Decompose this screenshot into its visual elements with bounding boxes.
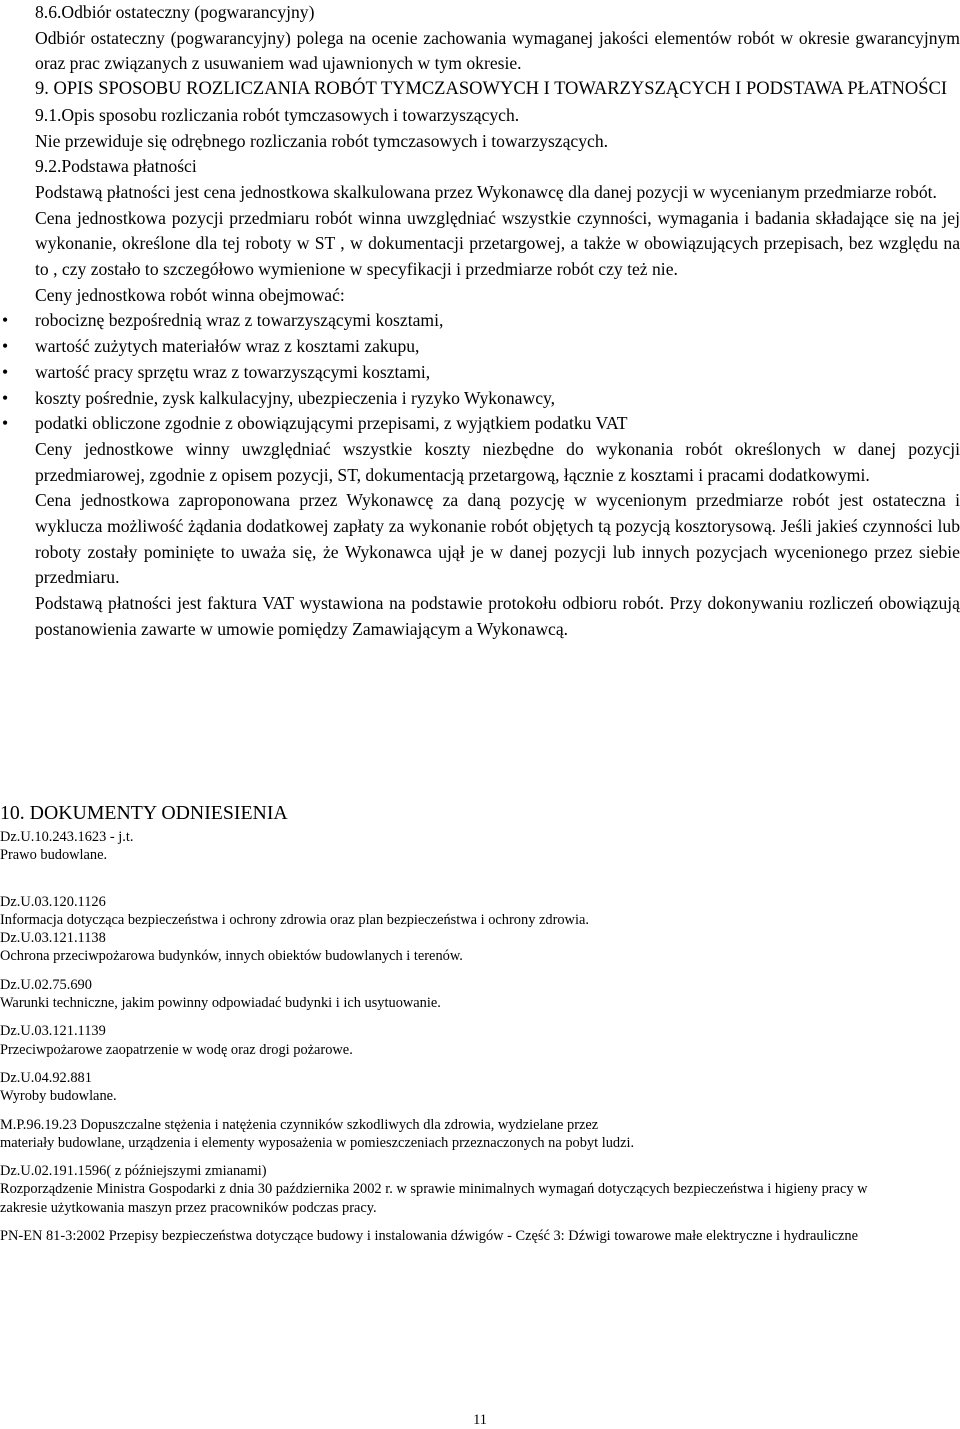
reference-title: M.P.96.19.23 Dopuszczalne stężenia i natężenia czynników szkodliwych dla zdrowia, wydzielane przez materiały budowlane, urządzenia i elementy wyposażenia w pomieszczeniach przeznaczonych na pobyt ludzi.: [0, 1116, 635, 1151]
section-9-1-heading: 9.1.Opis sposobu rozliczania robót tymczasowych i towarzyszących.: [35, 104, 520, 125]
section-8-6-heading: 8.6.Odbiór ostateczny (pogwarancyjny): [35, 2, 315, 22]
reference-title: Prawo budowlane.: [0, 847, 108, 864]
reference-title: Informacja dotycząca bezpieczeństwa i ochrony zdrowia oraz plan bezpieczeństwa i ochrony zdrowia.: [0, 911, 589, 928]
reference-item: [0, 1162, 960, 1217]
reference-documents: [0, 800, 960, 1255]
reference-item: [0, 1116, 960, 1153]
section-9-2-text-4: Cena jednostkowa zaproponowana przez Wykonawcę za daną pozycję w wycenionym przedmiarze robót jest ostateczna i wyklucza możliwość żądania dodatkowej zapłaty za wykonanie robót objętych tą pozycją kosztorysową. Jeśli jakieś czynności lub roboty zostały pominięte to uważa się, że Wykonawca ujął je w danej pozycji lub innych pozycjach wycenionego przez siebie przedmiaru.: [35, 490, 960, 588]
reference-code: Dz.U.03.120.1126: [0, 893, 106, 910]
list-item: • wartość zużytych materiałów wraz z kosztami zakupu,: [0, 334, 960, 360]
reference-title: Rozporządzenie Ministra Gospodarki z dnia 30 października 2002 r. w sprawie minimalnych wymagań dotyczących bezpieczeństwa i higieny pracy w zakresie użytkowania maszyn przez pracowników podczas pracy.: [0, 1181, 868, 1216]
list-item: • robociznę bezpośrednią wraz z towarzyszącymi kosztami,: [0, 308, 960, 334]
reference-title: Warunki techniczne, jakim powinny odpowiadać budynki i ich usytuowanie.: [0, 995, 441, 1012]
reference-code: Dz.U.03.121.1139: [0, 1023, 106, 1040]
section-9-2-text-5: Podstawą płatności jest faktura VAT wystawiona na podstawie protokołu odbioru robót. Przy dokonywaniu rozliczeń obowiązują postanowienia zawarte w umowie pomiędzy Zamawiającym a Wykonawcą.: [35, 593, 960, 639]
page-number: 11: [473, 1412, 487, 1428]
reference-item: [0, 1022, 960, 1059]
reference-code: Dz.U.10.243.1623 - j.t.: [0, 829, 134, 845]
reference-title: Przeciwpożarowe zaopatrzenie w wodę oraz drogi pożarowe.: [0, 1041, 353, 1058]
list-item: • wartość pracy sprzętu wraz z towarzyszącymi kosztami,: [0, 360, 960, 386]
bullets-intro: Ceny jednostkowa robót winna obejmować:: [35, 284, 345, 305]
list-item: • podatki obliczone zgodnie z obowiązującymi przepisami, z wyjątkiem podatku VAT: [0, 411, 960, 437]
section-9-2-text-1: Podstawą płatności jest cena jednostkowa skalkulowana przez Wykonawcę dla danej pozycji w wycenianym przedmiarze robót.: [35, 181, 937, 202]
main-content: [0, 0, 960, 643]
section-9-2-text-2: Cena jednostkowa pozycji przedmiaru robót winna uwzględniać wszystkie czynności, wymagania i badania składające się na jej wykonanie, określone dla tej roboty w ST , w dokumentacji przetargowej, a także w obowiązujących przepisach, bez względu na to , czy zostało to szczegółowo wymienione w specyfikacji i przedmiarze robót czy też nie.: [35, 207, 960, 280]
spacer: [0, 875, 960, 893]
reference-item: [0, 1227, 960, 1245]
reference-item: [0, 929, 960, 966]
section-10-heading: 10. DOKUMENTY ODNIESIENIA: [0, 802, 288, 824]
reference-item: [0, 893, 960, 930]
section-9-1-text: Nie przewiduje się odrębnego rozliczania robót tymczasowych i towarzyszących.: [35, 130, 609, 151]
reference-title: Ochrona przeciwpożarowa budynków, innych obiektów budowlanych i terenów.: [0, 948, 463, 965]
section-8-6-text: Odbiór ostateczny (pogwarancyjny) polega na ocenie zachowania wymaganej jakości elementów robót w okresie gwarancyjnym oraz prac związanych z usuwaniem wad ujawnionych w tym okresie.: [35, 27, 960, 74]
reference-item: [0, 828, 960, 865]
reference-code: Dz.U.02.75.690: [0, 976, 92, 993]
reference-item: [0, 976, 960, 1013]
reference-code: Dz.U.03.121.1138: [0, 930, 106, 947]
section-9-2-heading: 9.2.Podstawa płatności: [35, 156, 197, 177]
reference-item: [0, 1069, 960, 1106]
list-item: • koszty pośrednie, zysk kalkulacyjny, ubezpieczenia i ryzyko Wykonawcy,: [0, 386, 960, 412]
reference-title: Wyroby budowlane.: [0, 1088, 117, 1105]
section-9-heading: 9. OPIS SPOSOBU ROZLICZANIA ROBÓT TYMCZASOWYCH I TOWARZYSZĄCYCH I PODSTAWA PŁATNOŚCI: [35, 79, 948, 100]
reference-code: Dz.U.04.92.881: [0, 1069, 92, 1086]
section-9-2-text-3: Ceny jednostkowe winny uwzględniać wszystkie koszty niezbędne do wykonania robót określonych w danej pozycji przedmiarowej, zgodnie z opisem pozycji, ST, dokumentacją przetargową, łącznie z kosztami i pracami dodatkowymi.: [35, 438, 960, 485]
reference-title: PN-EN 81-3:2002 Przepisy bezpieczeństwa dotyczące budowy i instalowania dźwigów - Część 3: Dźwigi towarowe małe elektryczne i hydrauliczne: [0, 1228, 858, 1245]
reference-code: Dz.U.02.191.1596( z późniejszymi zmianami): [0, 1163, 267, 1180]
cost-components-list: [0, 308, 960, 437]
